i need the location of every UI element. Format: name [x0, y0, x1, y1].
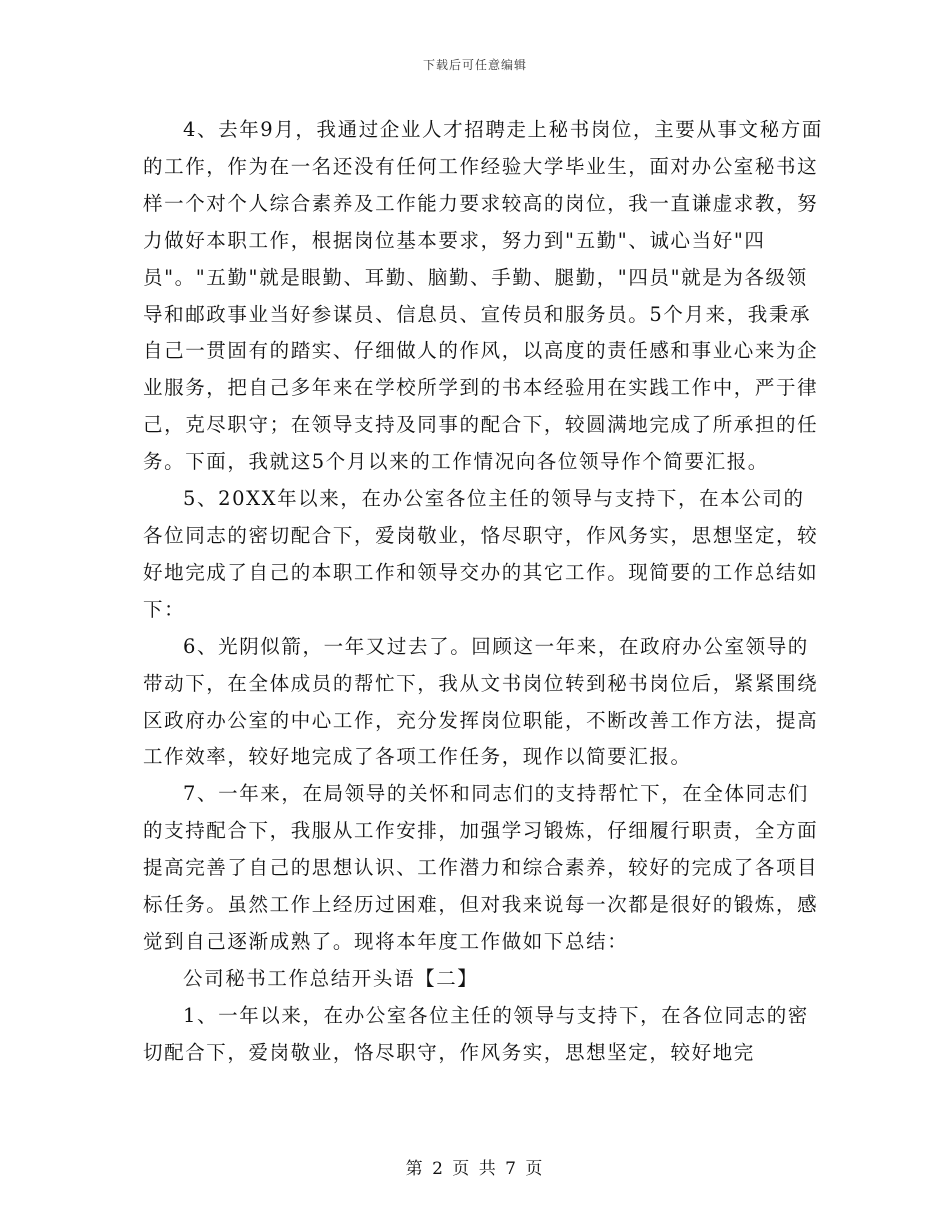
- paragraph-4: 4、去年9月，我通过企业人才招聘走上秘书岗位，主要从事文秘方面的工作，作为在一名还没有任何工作经验大学毕业生，面对办公室秘书这样一个对个人综合素养及工作能力要求较高的岗位，我一直谦虚求教，努力做好本职工作，根据岗位基本要求，努力到"五勤"、诚心当好"四员"。"五勤"就是眼勤、耳勤、脑勤、手勤、腿勤，"四员"就是为各级领导和邮政事业当好参谋员、信息员、宣传员和服务员。5个月来，我秉承自己一贯固有的踏实、仔细做人的作风，以高度的责任感和事业心来为企业服务，把自己多年来在学校所学到的书本经验用在实践工作中，严于律己，克尽职守；在领导支持及同事的配合下，较圆满地完成了所承担的任务。下面，我就这5个月以来的工作情况向各位领导作个简要汇报。: [143, 118, 823, 474]
- header-note: 下载后可任意编辑: [422, 58, 527, 72]
- paragraph-5: 5、20XX年以来，在办公室各位主任的领导与支持下，在本公司的各位同志的密切配合下，爱岗敬业，恪尽职守，作风务实，思想坚定，较好地完成了自己的本职工作和领导交办的其它工作。现简要的工作总结如下：: [143, 487, 819, 621]
- paragraph-1: 1、一年以来，在办公室各位主任的领导与支持下，在各位同志的密切配合下，爱岗敬业，恪尽职守，作风务实，思想坚定，较好地完: [143, 1003, 809, 1064]
- page-footer: 第 2 页 共 7 页: [405, 1159, 545, 1179]
- paragraph-6: 6、光阴似箭，一年又过去了。回顾这一年来，在政府办公室领导的带动下，在全体成员的帮忙下，我从文书岗位转到秘书岗位后，紧紧围绕区政府办公室的中心工作，充分发挥岗位职能，不断改善工作方法，提高工作效率，较好地完成了各项工作任务，现作以简要汇报。: [143, 634, 819, 769]
- paragraph-7: 7、一年来，在局领导的关怀和同志们的支持帮忙下，在全体同志们的支持配合下，我服从工作安排，加强学习锻炼，仔细履行职责，全方面提高完善了自己的思想认识、工作潜力和综合素养，较好的完成了各项目标任务。虽然工作上经历过困难，但对我来说每一次都是很好的锻炼，感觉到自己逐渐成熟了。现将本年度工作做如下总结：: [143, 782, 819, 953]
- section-heading: 公司秘书工作总结开头语【二】: [183, 966, 479, 990]
- document-body: [143, 112, 823, 1072]
